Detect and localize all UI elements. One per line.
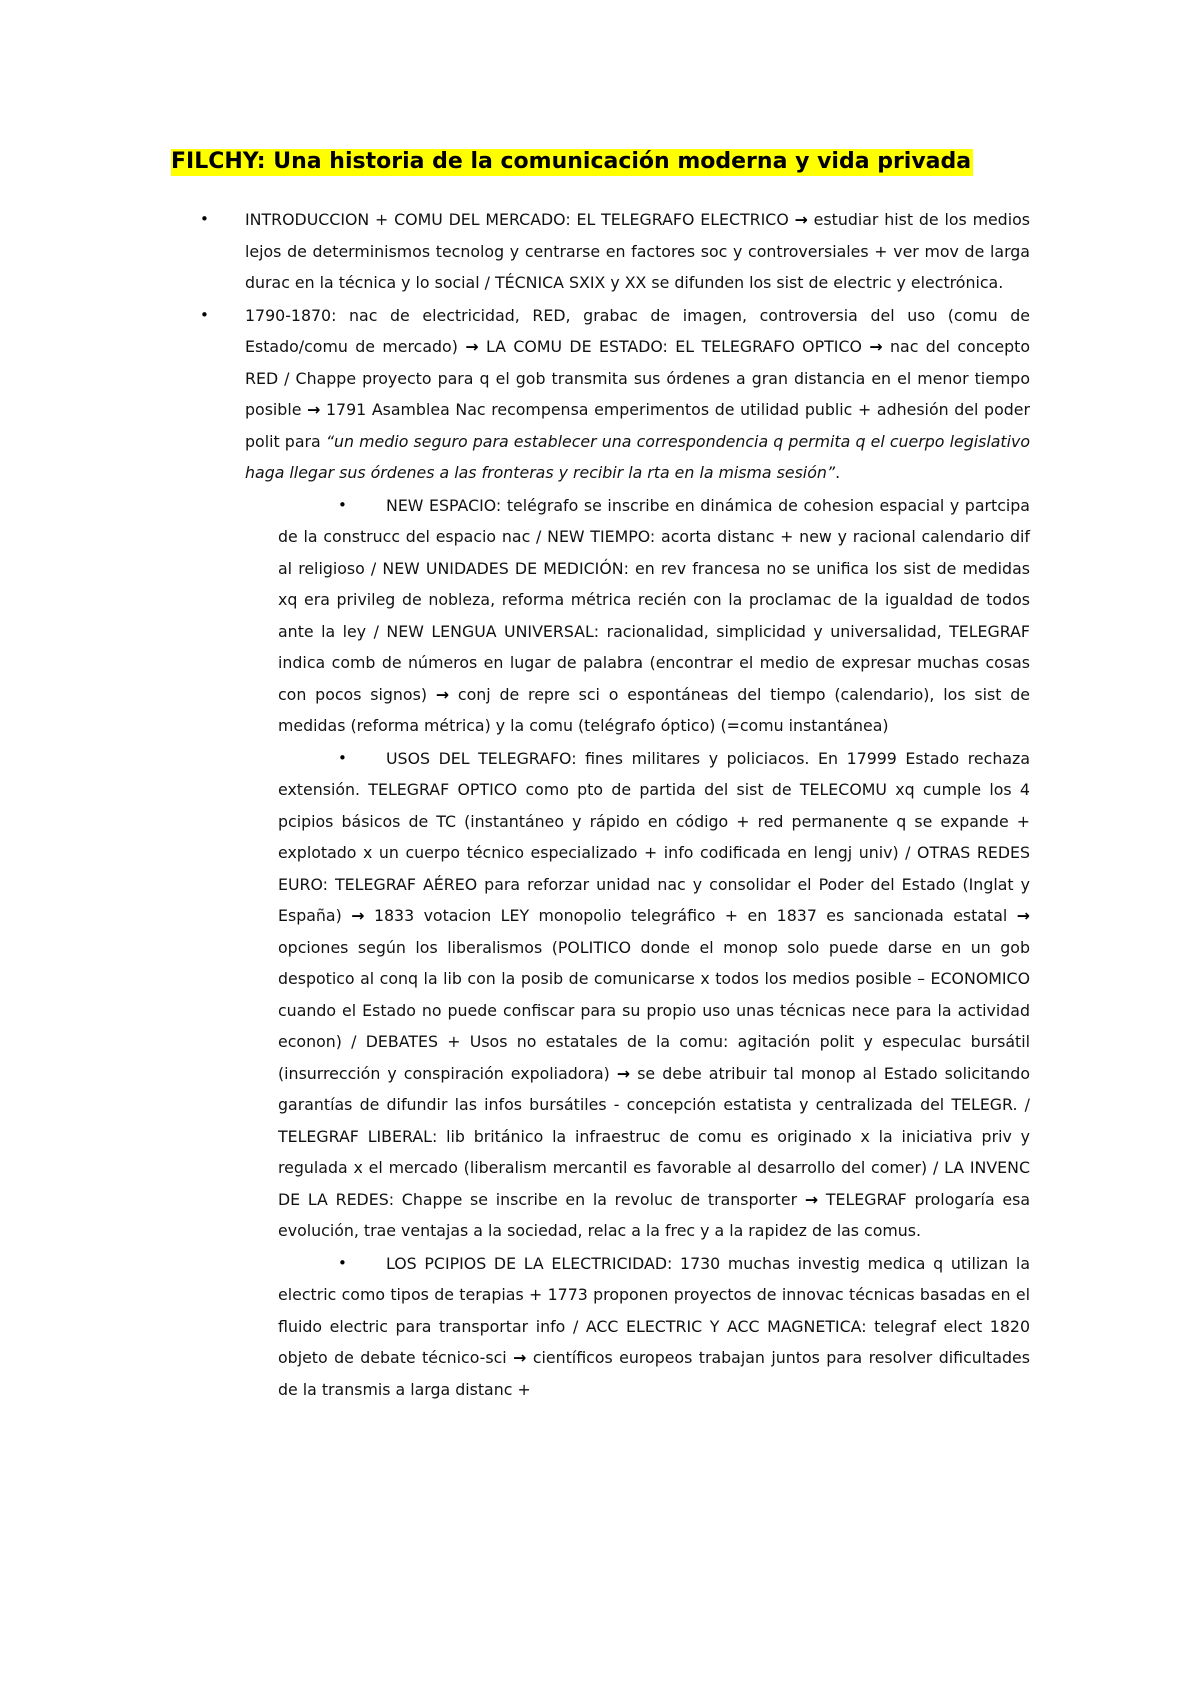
arrow-icon: → (869, 337, 883, 356)
item-text: conj de repre sci o espontáneas del tiempo (calendario), los sist de medidas (reforma métrica) y la comu (telégrafo óptico) (=comu instantánea) (278, 684, 1030, 735)
bullet-icon: • (338, 495, 347, 514)
arrow-icon: → (307, 400, 321, 419)
bullet-list (0, 204, 1200, 1405)
highlighted-title: FILCHY: Una historia de la comunicación moderna y vida privada (171, 149, 972, 174)
item-text: USOS DEL TELEGRAFO: fines militares y policiacos. En 17999 Estado rechaza extensión. TELEGRAF OPTICO como pto de partida del sist de TELECOMU xq cumple los 4 pcipios básicos de TC (instantáneo y rápido en código + red permanente q se expande + explotado x un cuerpo técnico especializado + info codificada en lengj univ) / OTRAS REDES EURO: TELEGRAF AÉREO para reforzar unidad nac y consolidar el Poder del Estado (Inglat y España) (278, 748, 1030, 925)
bullet-icon: • (338, 748, 347, 767)
arrow-icon: → (1016, 906, 1030, 925)
list-item (200, 204, 1030, 299)
item-text: 1833 votacion LEY monopolio telegráfico + en 1837 es sancionada estatal (373, 906, 1008, 925)
item-text: opciones según los liberalismos (POLITICO donde el monop solo puede darse en un gob despotico al conq la lib con la posib de comunicarse x todos los medios posible – ECONOMICO cuando el Estado no puede confiscar para su propio uso unas técnicas nece para la actividad econon) / DEBATES + Usos no estatales de la comu: agitación polit y especulac bursátil (insurrección y conspiración expoliadora) (278, 937, 1030, 1083)
item-text: se debe atribuir tal monop al Estado solicitando garantías de difundir las infos bursátiles - concepción estatista y centralizada del TELEGR. / TELEGRAF LIBERAL: lib británico la infraestruc de comu es originado x la iniciativa priv y regulada x el mercado (liberalism mercantil es favorable al desarrollo del comer) / LA INVENC DE LA REDES: Chappe se inscribe en la revoluc de transporter (278, 1063, 1030, 1209)
item-text: 1790-1870: nac de electricidad, RED, grabac de imagen, controversia del uso (comu de Estado/comu de mercado) (245, 305, 1030, 356)
quoted-text: “un medio seguro para establecer una correspondencia q permita q el cuerpo legislativo haga llegar sus órdenes a las fronteras y recibir la rta en la misma sesión” (245, 431, 1031, 482)
bullet-icon: • (200, 305, 209, 324)
item-text: nac del concepto RED / Chappe proyecto para q el gob transmita sus órdenes a gran distancia en el menor tiempo posible (245, 337, 1030, 419)
list-item (278, 743, 1030, 1247)
item-text: LA COMU DE ESTADO: EL TELEGRAFO OPTICO (485, 337, 862, 356)
list-item (200, 300, 1031, 489)
bullet-icon: • (200, 210, 209, 228)
item-text: . (835, 463, 841, 482)
item-text: TELEGRAF prologaría esa evolución, trae ventajas a la sociedad, relac a la frec y a la rapidez de las comus. (278, 1189, 1031, 1240)
arrow-icon: → (513, 1348, 527, 1367)
item-text: LOS PCIPIOS DE LA ELECTRICIDAD: 1730 muchas investig medica q utilizan la electric como tipos de terapias + 1773 proponen proyectos de innovac técnicas basadas en el fluido electric para transportar info / ACC ELECTRIC Y ACC MAGNETICA: telegraf elect 1820 objeto de debate técnico-sci (278, 1253, 1030, 1367)
page-title (171, 145, 973, 179)
item-text: 1791 Asamblea Nac recompensa emperimentos de utilidad public + adhesión del poder polit para (245, 400, 1030, 451)
arrow-icon: → (616, 1063, 631, 1083)
arrow-icon: → (351, 906, 365, 925)
item-text: INTRODUCCION + COMU DEL MERCADO: EL TELEGRAFO ELECTRICO (245, 210, 789, 229)
bullet-icon: • (338, 1253, 347, 1272)
arrow-icon: → (465, 337, 479, 356)
arrow-icon: → (794, 210, 808, 229)
arrow-icon: → (804, 1189, 819, 1209)
list-item (278, 1248, 1030, 1406)
list-item (278, 490, 1030, 742)
item-text: NEW ESPACIO: telégrafo se inscribe en dinámica de cohesion espacial y partcipa de la construcc del espacio nac / NEW TIEMPO: acorta distanc + new y racional calendario dif al religioso / NEW UNIDADES DE MEDICIÓN: en rev francesa no se unifica los sist de medidas xq era privileg de nobleza, reforma métrica recién con la proclamac de la igualdad de todos ante la ley / NEW LENGUA UNIVERSAL: racionalidad, simplicidad y universalidad, TELEGRAF indica comb de números en lugar de palabra (encontrar el medio de expresar muchas cosas con pocos signos) (278, 495, 1030, 704)
item-text: científicos europeos trabajan juntos para resolver dificultades de la transmis a larga distanc + (278, 1348, 1031, 1399)
item-text: estudiar hist de los medios lejos de determinismos tecnolog y centrarse en factores soc y controversiales + ver mov de larga durac en la técnica y lo social / TÉCNICA SXIX y XX se difunden los sist de electric y electrónica. (245, 210, 1030, 292)
arrow-icon: → (435, 684, 450, 704)
